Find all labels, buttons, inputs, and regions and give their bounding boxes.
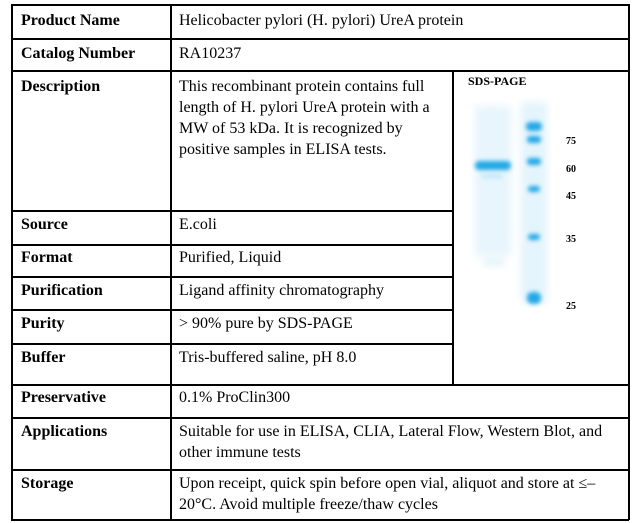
- row-divider: [11, 244, 452, 246]
- ladder-band: [527, 136, 541, 143]
- table-border-top: [11, 4, 629, 6]
- label-purity: Purity: [21, 315, 65, 332]
- table-border-right: [628, 4, 630, 520]
- image-column-divider: [452, 70, 454, 384]
- row-divider: [11, 210, 452, 212]
- label-storage: Storage: [21, 475, 74, 492]
- sample-faint-band: [483, 259, 505, 265]
- row-divider: [11, 384, 629, 386]
- row-divider: [11, 417, 629, 419]
- product-datasheet-table: [11, 4, 629, 520]
- table-border-left: [11, 4, 13, 520]
- row-divider: [11, 38, 629, 40]
- ladder-band: [526, 122, 542, 131]
- ladder-band: [527, 158, 541, 165]
- ladder-band: [527, 292, 541, 304]
- ladder-band: [528, 186, 540, 192]
- label-applications: Applications: [21, 423, 108, 440]
- marker-label-35: 35: [566, 234, 576, 245]
- label-source: Source: [21, 216, 68, 233]
- label-product-name: Product Name: [21, 12, 120, 29]
- row-divider: [11, 469, 629, 471]
- row-divider: [11, 343, 452, 345]
- row-divider: [11, 309, 452, 311]
- value-source: E.coli: [179, 216, 217, 233]
- label-purification: Purification: [21, 282, 103, 299]
- value-preservative: 0.1% ProClin300: [179, 389, 291, 406]
- row-divider: [11, 276, 452, 278]
- marker-label-75: 75: [566, 136, 576, 147]
- marker-label-60: 60: [566, 164, 576, 175]
- value-applications: Suitable for use in ELISA, CLIA, Lateral Flow, Western Blot, and other immune tests: [179, 423, 603, 461]
- value-storage: Upon receipt, quick spin before open vial, aliquot and store at ≤–20°C. Avoid multiple freeze/thaw cycles: [179, 475, 596, 513]
- label-format: Format: [21, 249, 73, 266]
- value-product-name: Helicobacter pylori (H. pylori) UreA protein: [179, 12, 464, 29]
- marker-label-45: 45: [566, 191, 576, 202]
- value-format: Purified, Liquid: [179, 249, 282, 266]
- ladder-lane-haze: [521, 102, 547, 302]
- ladder-band: [528, 234, 540, 240]
- marker-label-25: 25: [566, 301, 576, 312]
- gel-title: SDS-PAGE: [468, 74, 527, 88]
- value-catalog-number: RA10237: [179, 45, 242, 62]
- label-buffer: Buffer: [21, 349, 66, 366]
- label-preservative: Preservative: [21, 389, 106, 406]
- label-catalog-number: Catalog Number: [21, 45, 136, 62]
- sample-band: [475, 161, 511, 170]
- label-column-divider: [170, 4, 172, 520]
- value-purification: Ligand affinity chromatography: [179, 282, 384, 299]
- row-divider: [11, 70, 629, 72]
- value-purity: > 90% pure by SDS-PAGE: [179, 315, 353, 332]
- value-description: This recombinant protein contains full length of H. pylori UreA protein with a MW of 53 kDa. It is recognized by positive samples in ELISA tests.: [179, 78, 430, 158]
- sds-page-gel-image: [461, 94, 611, 334]
- sample-band-shadow: [481, 174, 503, 178]
- value-buffer: Tris-buffered saline, pH 8.0: [179, 349, 357, 366]
- table-border-bottom: [11, 519, 629, 521]
- sample-lane-haze: [475, 106, 511, 256]
- label-description: Description: [21, 78, 101, 95]
